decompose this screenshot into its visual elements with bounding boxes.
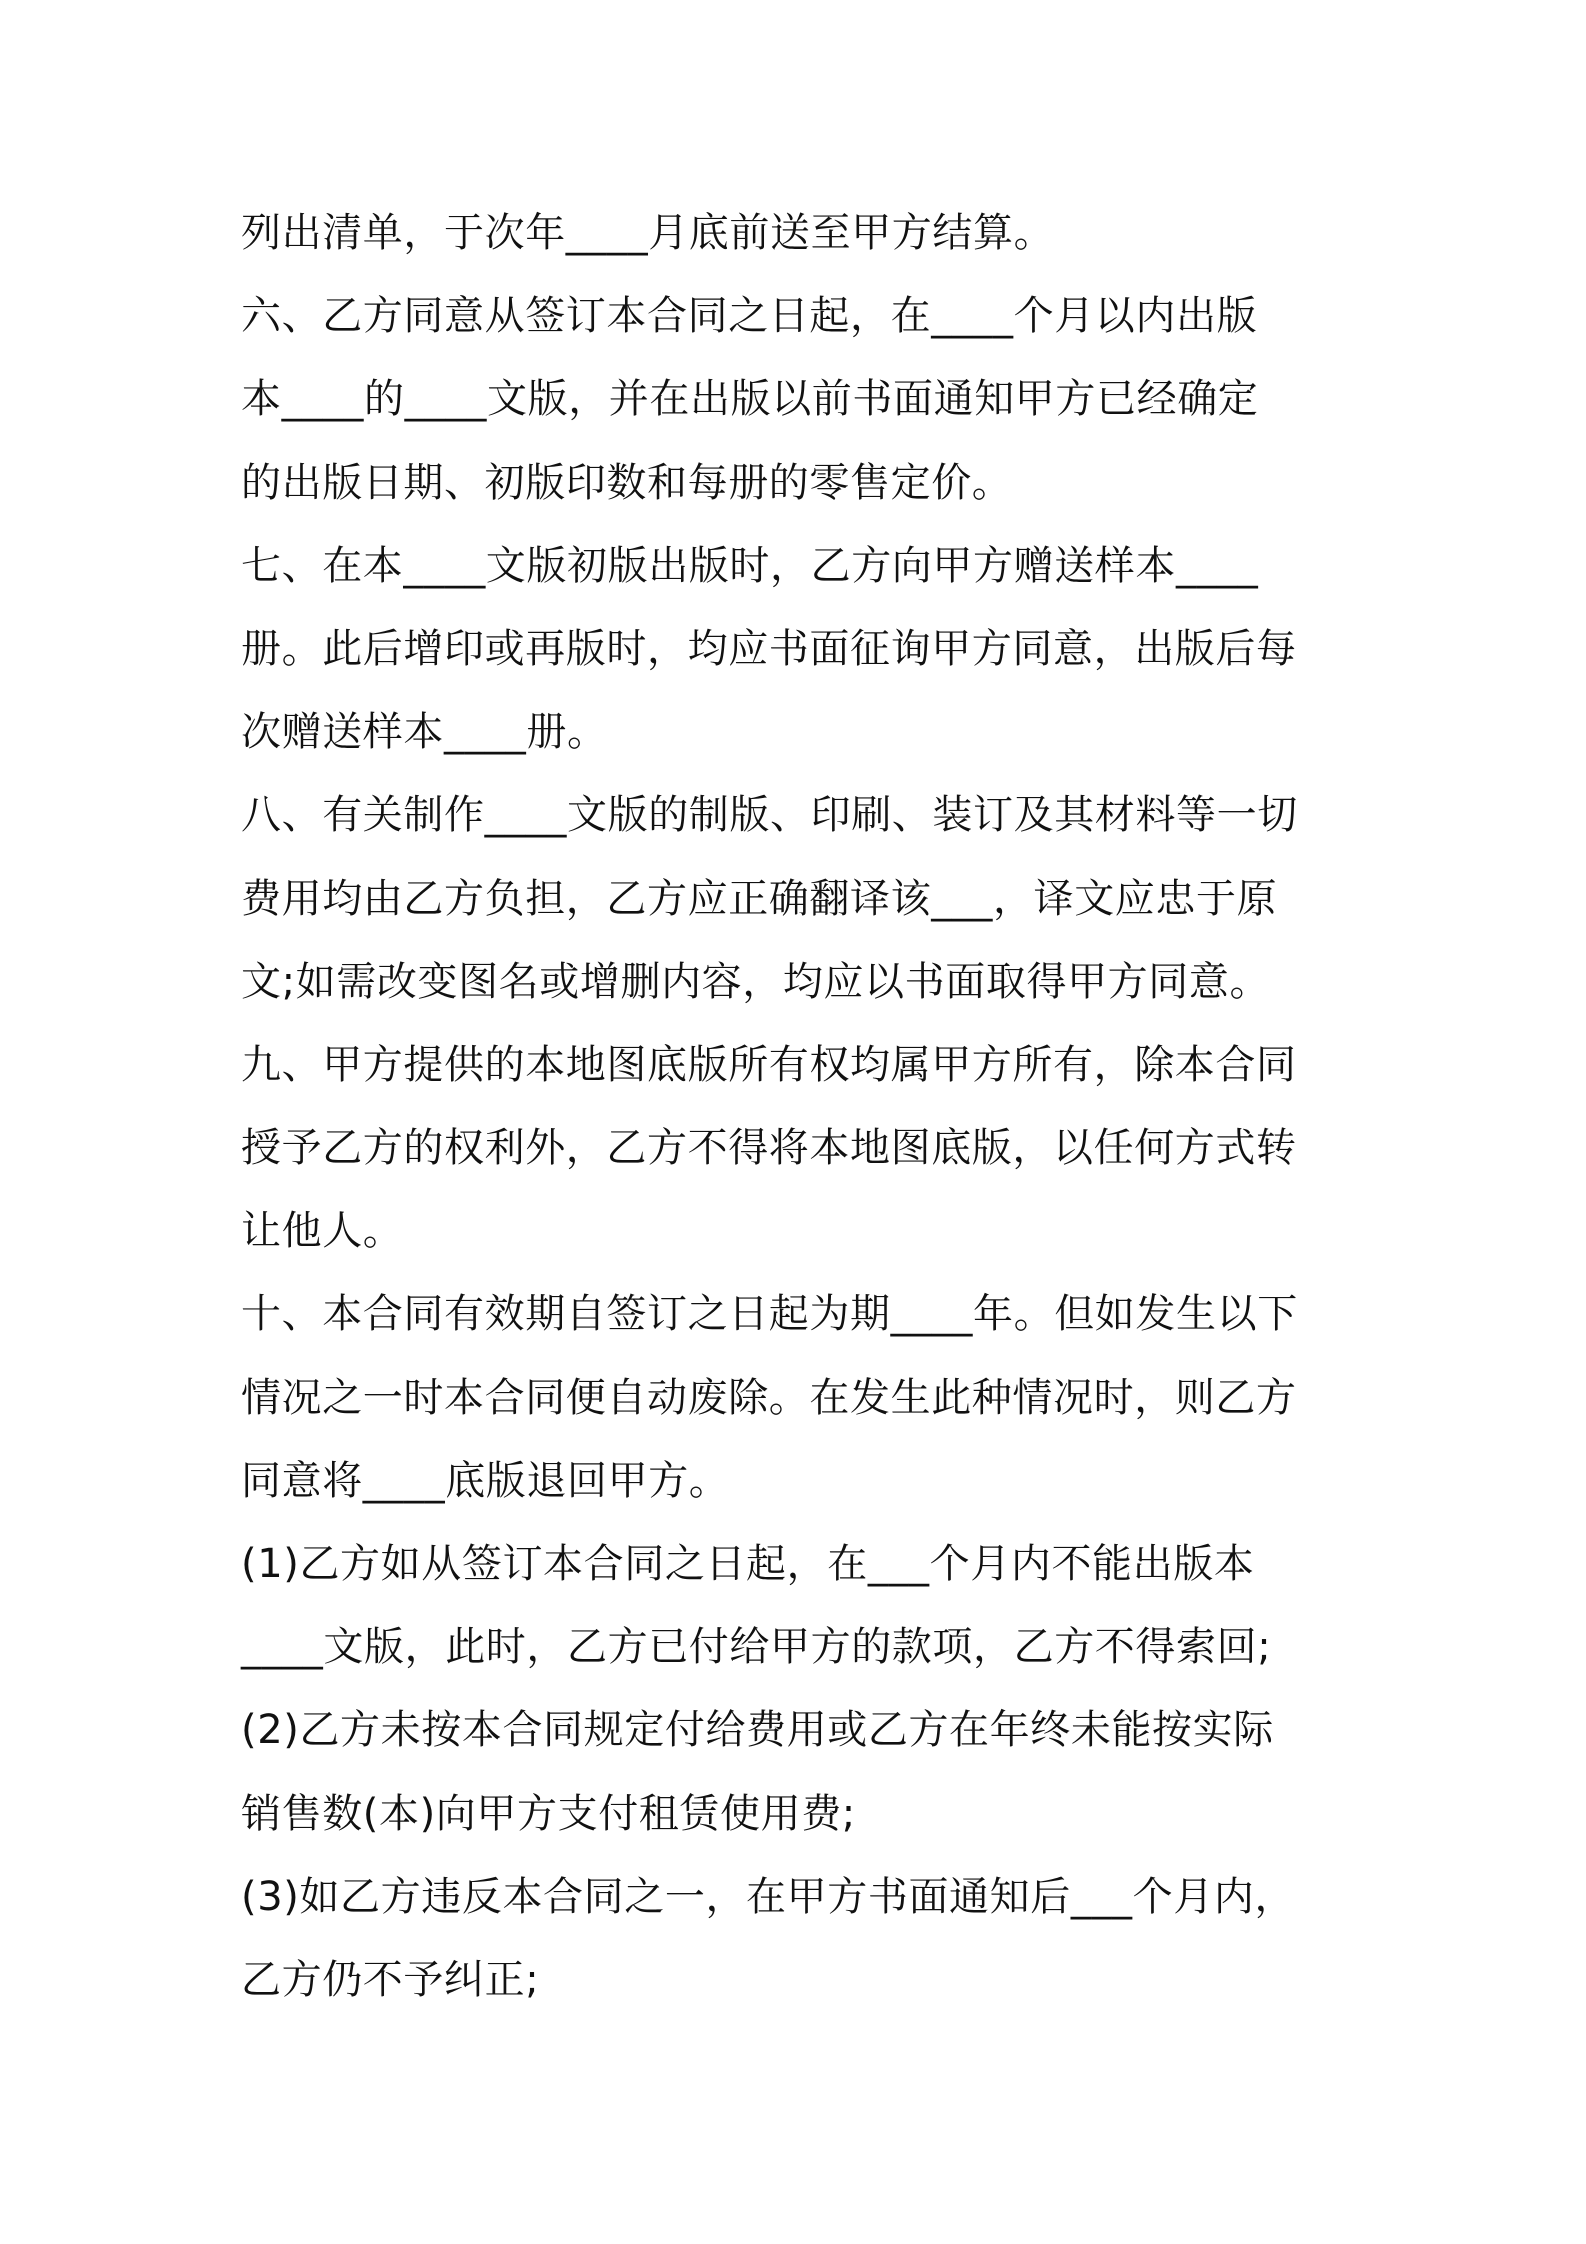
text-line: 列出清单，于次年____月底前送至甲方结算。	[241, 210, 1055, 256]
text-line: 七、在本____文版初版出版时，乙方向甲方赠送样本____	[241, 542, 1259, 589]
text-line: 销售数(本)向甲方支付租赁使用费;	[241, 1790, 856, 1837]
text-line: 乙方仍不予纠正;	[241, 1956, 540, 2003]
text-line: 八、有关制作____文版的制版、印刷、装订及其材料等一切	[241, 792, 1298, 839]
text-line: ____文版，此时，乙方已付给甲方的款项，乙方不得索回;	[241, 1624, 1272, 1671]
text-line: 让他人。	[241, 1208, 404, 1255]
text-line: 同意将____底版退回甲方。	[241, 1457, 730, 1504]
text-line: 本____的____文版，并在出版以前书面通知甲方已经确定	[241, 376, 1259, 423]
text-line: (3)如乙方违反本合同之一，在甲方书面通知后___个月内，	[241, 1873, 1296, 1920]
contract-text-body	[241, 192, 1361, 2022]
text-line: 十、本合同有效期自签订之日起为期____年。但如发生以下	[241, 1291, 1298, 1338]
text-line: 文;如需改变图名或增删内容，均应以书面取得甲方同意。	[241, 958, 1271, 1005]
text-line: 九、甲方提供的本地图底版所有权均属甲方所有，除本合同	[241, 1041, 1297, 1088]
text-line: (1)乙方如从签订本合同之日起，在___个月内不能出版本	[241, 1541, 1255, 1587]
text-line: 的出版日期、初版印数和每册的零售定价。	[241, 459, 1013, 506]
text-line: 情况之一时本合同便自动废除。在发生此种情况时，则乙方	[241, 1374, 1297, 1421]
text-line: (2)乙方未按本合同规定付给费用或乙方在年终未能按实际	[241, 1707, 1274, 1754]
text-line: 册。此后增印或再版时，均应书面征询甲方同意，出版后每	[241, 625, 1297, 672]
text-line: 六、乙方同意从签订本合同之日起，在____个月以内出版	[241, 293, 1258, 340]
text-line: 次赠送样本____册。	[241, 709, 608, 756]
text-line: 授予乙方的权利外，乙方不得将本地图底版，以任何方式转	[241, 1125, 1297, 1172]
text-line: 费用均由乙方负担，乙方应正确翻译该___，译文应忠于原	[241, 875, 1278, 922]
